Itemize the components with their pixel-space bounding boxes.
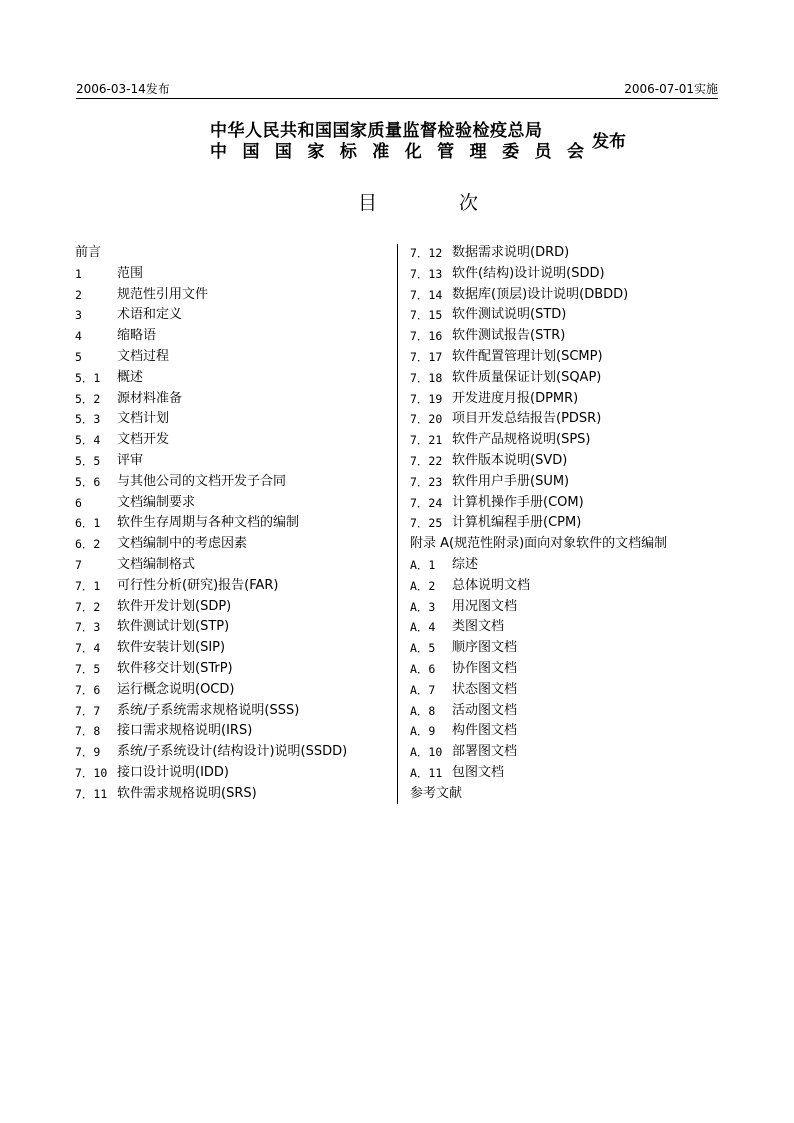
toc-entry[interactable] (75, 451, 390, 472)
toc-entry-number: 7 (75, 557, 82, 572)
toc-entry-title: 系统/子系统需求规格说明(SSS) (117, 702, 300, 718)
toc-entry[interactable] (75, 305, 390, 326)
toc-entry[interactable] (410, 347, 740, 368)
toc-entry-number: 7．16 (410, 329, 443, 344)
toc-entry-number: A．9 (410, 724, 436, 739)
toc-entry-number: A．3 (410, 599, 436, 614)
toc-entry-number: 7．17 (410, 349, 443, 364)
toc-entry[interactable] (75, 368, 390, 389)
issuer-char: 国 (242, 142, 260, 162)
toc-entry-title: 构件图文档 (452, 723, 518, 739)
toc-entry-number: 5．2 (75, 391, 101, 406)
toc-entry-title: 综述 (452, 556, 479, 572)
toc-entry-title: 开发进度月报(DPMR) (452, 390, 579, 406)
toc-entry-title: 类图文档 (452, 619, 505, 635)
toc-entry-title: 软件安装计划(SIP) (117, 640, 226, 656)
toc-entry[interactable] (410, 576, 740, 597)
toc-entry-title: 接口需求规格说明(IRS) (117, 723, 253, 739)
toc-entry[interactable] (75, 472, 390, 493)
toc-entry-title: 部署图文档 (452, 744, 518, 760)
toc-entry-title: 文档开发 (117, 432, 170, 448)
toc-entry[interactable] (410, 243, 740, 264)
column-divider (397, 244, 398, 804)
toc-entry-number: A．4 (410, 620, 436, 635)
toc-entry[interactable] (410, 409, 740, 430)
toc-entry[interactable] (410, 513, 740, 534)
toc-entry[interactable] (75, 326, 390, 347)
toc-entry-title: 接口设计说明(IDD) (117, 764, 229, 780)
toc-entry-number: 7．21 (410, 433, 443, 448)
toc-entry-number: 7．14 (410, 287, 443, 302)
issuer-char: 管 (437, 142, 455, 162)
toc-entry[interactable] (410, 763, 740, 784)
toc-entry[interactable] (75, 430, 390, 451)
toc-entry[interactable] (410, 784, 740, 805)
toc-entry-title: 运行概念说明(OCD) (117, 681, 235, 697)
toc-entry[interactable] (410, 264, 740, 285)
toc-entry-title: 文档编制要求 (117, 494, 196, 510)
issuer-char: 员 (534, 142, 552, 162)
issuer-char: 中 (210, 142, 227, 162)
toc-entry[interactable] (75, 576, 390, 597)
toc-entry-number: 7．18 (410, 370, 443, 385)
toc-entry-number: 7．19 (410, 391, 443, 406)
toc-entry[interactable] (410, 472, 740, 493)
toc-entry[interactable] (75, 742, 390, 763)
toc-entry[interactable] (410, 493, 740, 514)
toc-title: 目 次 (358, 192, 517, 214)
toc-entry-title: 软件生存周期与各种文档的编制 (117, 515, 300, 531)
toc-entry-title: 文档计划 (117, 411, 170, 427)
toc-entry[interactable] (75, 389, 390, 410)
issuer-char: 准 (372, 142, 390, 162)
toc-entry-number: 7．23 (410, 474, 443, 489)
toc-entry-title: 参考文献 (410, 785, 463, 801)
toc-entry-number: A．2 (410, 578, 436, 593)
toc-entry[interactable] (410, 597, 740, 618)
toc-entry-number: 5 (75, 349, 82, 364)
toc-entry-number: 7．9 (75, 745, 101, 760)
toc-entry-title: 协作图文档 (452, 660, 518, 676)
toc-entry[interactable] (75, 409, 390, 430)
toc-entry[interactable] (75, 659, 390, 680)
toc-entry[interactable] (410, 721, 740, 742)
header-line (76, 78, 718, 99)
toc-entry-number: 5．1 (75, 370, 101, 385)
toc-entry[interactable] (75, 264, 390, 285)
toc-entry-number: 7．11 (75, 786, 108, 801)
toc-entry[interactable] (75, 555, 390, 576)
toc-entry-title: 软件测试计划(STP) (117, 619, 230, 635)
toc-entry-number: A．11 (410, 765, 443, 780)
toc-entry-title: 数据需求说明(DRD) (452, 245, 570, 260)
toc-entry[interactable] (75, 513, 390, 534)
toc-entry-title: 术语和定义 (117, 307, 183, 323)
toc-entry-number: A．6 (410, 661, 436, 676)
issuer-char: 委 (502, 142, 520, 162)
release-date: 2006-03-14发布 (76, 82, 170, 96)
toc-entry-number: 2 (75, 287, 82, 302)
toc-entry[interactable] (75, 638, 390, 659)
toc-entry[interactable] (75, 347, 390, 368)
toc-entry[interactable] (410, 326, 740, 347)
toc-entry-title: 文档编制中的考虑因素 (117, 536, 248, 552)
toc-entry[interactable] (410, 368, 740, 389)
toc-entry-title: 概述 (117, 369, 144, 385)
toc-entry-number: 7．2 (75, 599, 101, 614)
toc-entry-title: 软件用户手册(SUM) (452, 473, 570, 489)
toc-entry-title: 附录 A(规范性附录)面向对象软件的文档编制 (410, 536, 668, 552)
toc-entry-title: 评审 (117, 452, 144, 468)
toc-entry[interactable] (410, 389, 740, 410)
toc-entry-number: 5．4 (75, 433, 101, 448)
toc-entry[interactable] (75, 493, 390, 514)
toc-entry[interactable] (410, 638, 740, 659)
toc-entry[interactable] (410, 534, 740, 555)
toc-entry-number: 6．2 (75, 537, 101, 552)
toc-entry-number: 7．5 (75, 661, 101, 676)
toc-entry-number: 7．22 (410, 453, 443, 468)
toc-entry[interactable] (75, 534, 390, 555)
toc-entry[interactable] (75, 597, 390, 618)
toc-entry[interactable] (410, 680, 740, 701)
toc-entry-title: 与其他公司的文档开发子合同 (117, 473, 287, 489)
toc-entry-title: 状态图文档 (452, 681, 518, 697)
toc-entry-number: 7．4 (75, 641, 101, 656)
toc-entry-number: 7．10 (75, 765, 108, 780)
toc-right-column (410, 243, 740, 805)
toc-entry[interactable] (410, 451, 740, 472)
toc-entry[interactable] (75, 617, 390, 638)
toc-entry-title: 系统/子系统设计(结构设计)说明(SSDD) (117, 744, 348, 760)
toc-entry[interactable] (75, 680, 390, 701)
toc-entry-number: 7．8 (75, 724, 101, 739)
issuer-char: 化 (404, 142, 422, 162)
toc-entry[interactable] (75, 701, 390, 722)
toc-entry-number: A．7 (410, 682, 436, 697)
toc-entry[interactable] (75, 784, 390, 805)
toc-entry-title: 范围 (117, 265, 144, 281)
toc-entry-title: 总体说明文档 (452, 577, 531, 593)
toc-entry-title: 文档编制格式 (117, 556, 196, 572)
toc-left-column (75, 243, 390, 805)
implement-date: 2006-07-01实施 (624, 82, 718, 96)
toc-entry-number: 4 (75, 329, 82, 344)
toc-entry-title: 规范性引用文件 (117, 286, 209, 302)
toc-entry-title: 软件质量保证计划(SQAP) (452, 369, 602, 385)
toc-entry-title: 软件配置管理计划(SCMP) (452, 348, 603, 364)
toc-entry-number: 3 (75, 308, 82, 323)
toc-entry-title: 软件测试报告(STR) (452, 328, 566, 344)
toc-entry-title: 软件需求规格说明(SRS) (117, 785, 257, 801)
toc-entry[interactable] (410, 742, 740, 763)
toc-entry[interactable] (75, 243, 390, 264)
toc-entry-number: 5．3 (75, 412, 101, 427)
toc-entry-title: 软件(结构)设计说明(SDD) (452, 265, 605, 281)
toc-entry-number: 7．13 (410, 266, 443, 281)
toc-entry-number: A．10 (410, 745, 443, 760)
toc-entry[interactable] (410, 305, 740, 326)
toc-entry-number: 7．12 (410, 246, 443, 260)
toc-entry[interactable] (410, 430, 740, 451)
toc-entry[interactable] (410, 659, 740, 680)
toc-entry-number: 7．25 (410, 516, 443, 531)
toc-entry-number: A．8 (410, 703, 436, 718)
toc-entry-number: 7．7 (75, 703, 101, 718)
toc-entry-number: 5．5 (75, 453, 101, 468)
toc-entry[interactable] (75, 763, 390, 784)
toc-entry-title: 活动图文档 (452, 702, 518, 718)
toc-entry[interactable] (75, 721, 390, 742)
issuer-char: 家 (307, 142, 325, 162)
toc-entry-number: 7．1 (75, 578, 101, 593)
toc-entry-number: 7．3 (75, 620, 101, 635)
toc-entry[interactable] (75, 285, 390, 306)
toc-entry-number: A．1 (410, 557, 436, 572)
toc-entry-number: 7．24 (410, 495, 443, 510)
toc-entry[interactable] (410, 701, 740, 722)
toc-entry-number: 5．6 (75, 474, 101, 489)
toc-entry-number: A．5 (410, 641, 436, 656)
toc-entry[interactable] (410, 285, 740, 306)
toc-entry-title: 缩略语 (117, 328, 157, 344)
toc-entry-title: 顺序图文档 (452, 640, 518, 656)
issuer-char: 标 (339, 142, 357, 162)
toc-entry-title: 可行性分析(研究)报告(FAR) (117, 577, 279, 593)
toc-entry-title: 前言 (75, 245, 102, 260)
issuer-char: 国 (274, 142, 292, 162)
issuer-char: 会 (566, 142, 584, 162)
toc-entry-number: 6 (75, 495, 82, 510)
issuer-name-1: 中华人民共和国国家质量监督检验检疫总局 (210, 121, 543, 141)
toc-entry-title: 软件测试说明(STD) (452, 307, 567, 323)
toc-entry-title: 项目开发总结报告(PDSR) (452, 411, 602, 427)
toc-entry-number: 1 (75, 266, 82, 281)
toc-entry-title: 数据库(顶层)设计说明(DBDD) (452, 286, 629, 302)
toc-entry[interactable] (410, 555, 740, 576)
toc-entry-number: 7．6 (75, 682, 101, 697)
publish-label: 发布 (592, 132, 626, 152)
toc-entry-title: 用况图文档 (452, 598, 518, 614)
toc-entry-number: 7．20 (410, 412, 443, 427)
toc-entry-title: 文档过程 (117, 348, 170, 364)
toc-entry-title: 软件版本说明(SVD) (452, 452, 568, 468)
toc-entry-title: 源材料准备 (117, 390, 183, 406)
toc-entry-number: 6．1 (75, 516, 101, 531)
issuer-name-2 (210, 137, 584, 162)
issuer-char: 理 (469, 142, 487, 162)
toc-entry[interactable] (410, 617, 740, 638)
toc-entry-title: 软件产品规格说明(SPS) (452, 432, 591, 448)
toc-entry-title: 计算机编程手册(CPM) (452, 515, 582, 531)
toc-entry-title: 软件开发计划(SDP) (117, 598, 232, 614)
toc-entry-title: 软件移交计划(STrP) (117, 660, 233, 676)
toc-entry-title: 包图文档 (452, 764, 505, 780)
toc-entry-number: 7．15 (410, 308, 443, 323)
toc-entry-title: 计算机操作手册(COM) (452, 494, 584, 510)
